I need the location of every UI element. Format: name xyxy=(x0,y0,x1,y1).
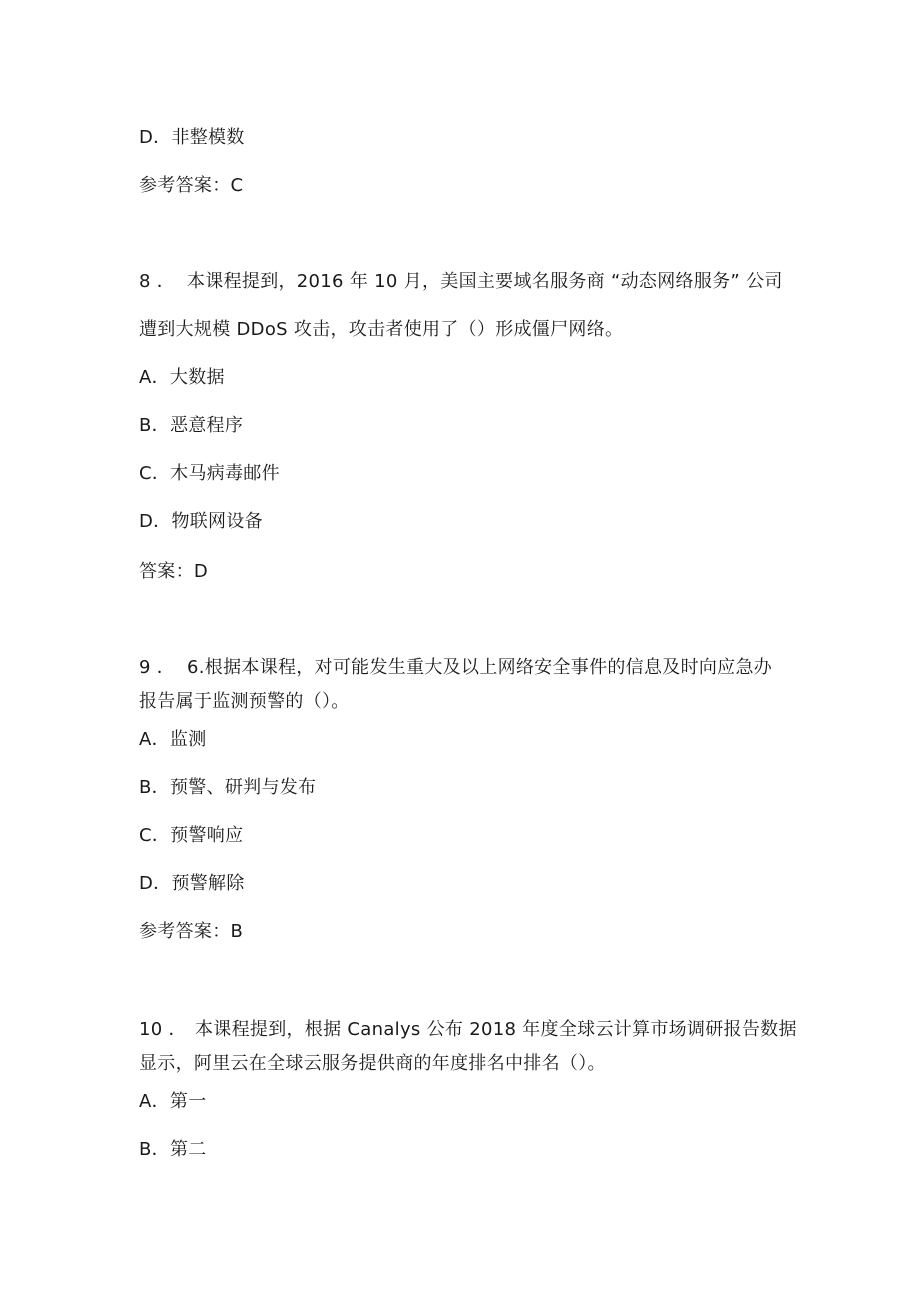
q8-option-d: D．物联网设备 xyxy=(139,511,263,532)
q10-number: 10 ． xyxy=(139,1019,187,1040)
q8-option-b: B．恶意程序 xyxy=(139,415,244,436)
q9-stem-text-1: 6.根据本课程，对可能发生重大及以上网络安全事件的信息及时向应急办 xyxy=(187,657,773,678)
q8-option-c: C．木马病毒邮件 xyxy=(139,463,280,484)
q8-answer: 答案：D xyxy=(139,561,209,582)
q9-stem-line1 xyxy=(139,656,772,680)
q8-stem-line1 xyxy=(139,270,783,294)
q10-stem-line1 xyxy=(139,1018,797,1042)
q7-answer: 参考答案：C xyxy=(139,175,244,196)
q9-option-a: A．监测 xyxy=(139,729,207,750)
q8-number: 8 ． xyxy=(139,271,176,292)
q9-answer: 参考答案：B xyxy=(139,921,244,942)
q10-stem-text-1: 本课程提到，根据 Canalys 公布 2018 年度全球云计算市场调研报告数据 xyxy=(195,1019,797,1040)
q7-option-d: D．非整模数 xyxy=(139,127,245,148)
q10-stem-line2: 显示，阿里云在全球云服务提供商的年度排名中排名（）。 xyxy=(139,1053,606,1074)
q9-stem-line2: 报告属于监测预警的（）。 xyxy=(139,691,350,712)
q9-option-d: D．预警解除 xyxy=(139,873,245,894)
q8-option-a: A．大数据 xyxy=(139,367,225,388)
q9-number: 9 ． xyxy=(139,657,176,678)
q10-option-b: B．第二 xyxy=(139,1139,207,1160)
q9-option-b: B．预警、研判与发布 xyxy=(139,777,317,798)
q8-stem-text-1: 本课程提到，2016 年 10 月，美国主要域名服务商 “动态网络服务” 公司 xyxy=(187,271,783,292)
q10-option-a: A．第一 xyxy=(139,1091,207,1112)
q8-stem-line2: 遭到大规模 DDoS 攻击，攻击者使用了（）形成僵尸网络。 xyxy=(139,319,624,340)
q9-option-c: C．预警响应 xyxy=(139,825,244,846)
